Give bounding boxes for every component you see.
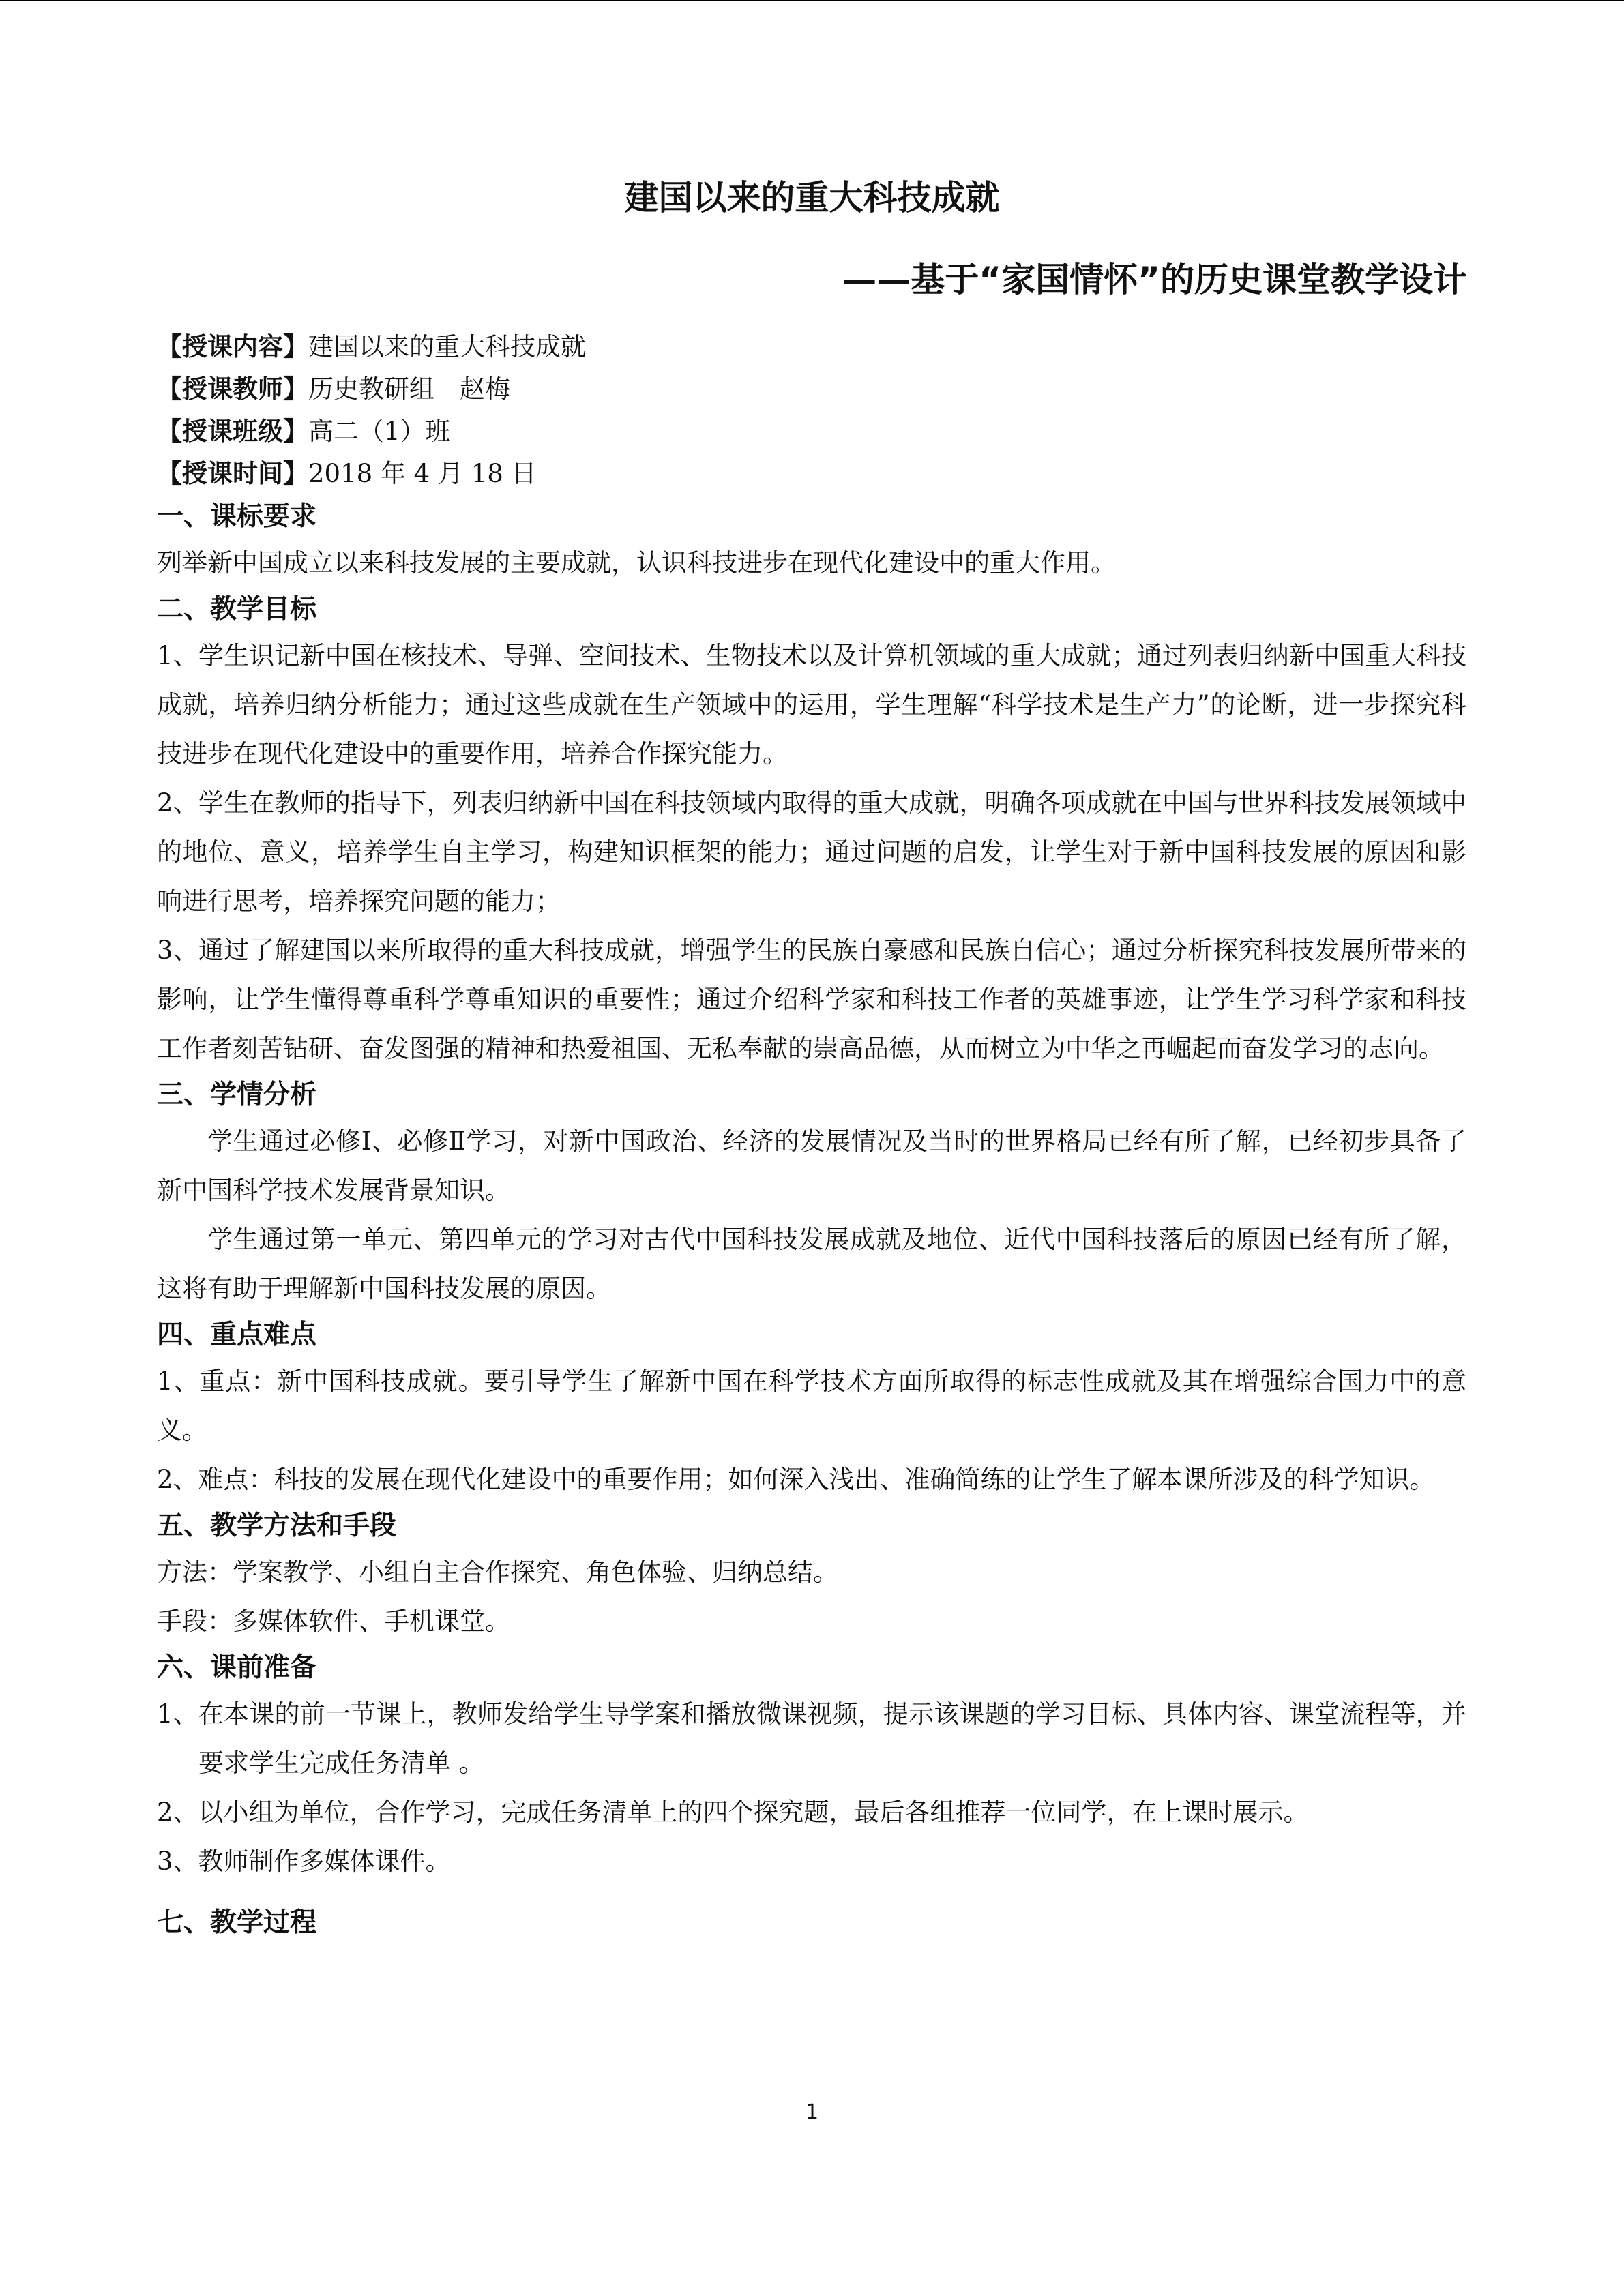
document-title: 建国以来的重大科技成就 — [624, 178, 1000, 218]
meta-course-content — [157, 326, 1466, 368]
objective-item: 3、通过了解建国以来所取得的重大科技成就，增强学生的民族自豪感和民族自信心；通过分析探究科技发展所带来的影响，让学生懂得尊重科学尊重知识的重要性；通过介绍科学家和科技工作者的英雄事迹，让学生学习科学家和科技工作者刻苦钻研、奋发图强的精神和热爱祖国、无私奉献的崇高品德，从而树立为中华之再崛起而奋发学习的志向。 — [157, 936, 1466, 1063]
meta-value: 历史教研组 赵梅 — [308, 374, 510, 404]
section-heading-methods: 五、教学方法和手段 — [157, 1510, 397, 1541]
section-heading-analysis: 三、学情分析 — [157, 1079, 317, 1110]
analysis-paragraph: 学生通过必修Ⅰ、必修Ⅱ学习，对新中国政治、经济的发展情况及当时的世界格局已经有所了解，已经初步具备了新中国科学技术发展背景知识。 — [157, 1127, 1466, 1205]
preparation-item: 2、以小组为单位，合作学习，完成任务清单上的四个探究题，最后各组推荐一位同学，在上课时展示。 — [157, 1798, 1309, 1827]
key-point-item: 2、难点：科技的发展在现代化建设中的重要作用；如何深入浅出、准确简练的让学生了解本课所涉及的科学知识。 — [157, 1465, 1435, 1494]
meta-class — [157, 411, 1466, 453]
section-heading-preparation: 六、课前准备 — [157, 1652, 317, 1683]
meta-key: 【授课内容】 — [157, 332, 308, 361]
page-number: 1 — [805, 2100, 819, 2124]
meta-value: 建国以来的重大科技成就 — [308, 332, 586, 361]
meta-key: 【授课班级】 — [157, 417, 308, 446]
means-text: 手段：多媒体软件、手机课堂。 — [157, 1607, 510, 1636]
top-border-line — [0, 0, 1624, 1]
meta-key: 【授课时间】 — [157, 459, 308, 488]
meta-time — [157, 453, 1466, 495]
methods-text: 方法：学案教学、小组自主合作探究、角色体验、归纳总结。 — [157, 1557, 838, 1587]
meta-key: 【授课教师】 — [157, 374, 308, 404]
section-heading-objectives: 二、教学目标 — [157, 594, 317, 625]
meta-value: 高二（1）班 — [308, 417, 451, 446]
analysis-paragraph: 学生通过第一单元、第四单元的学习对古代中国科技发展成就及地位、近代中国科技落后的原因已经有所了解，这将有助于理解新中国科技发展的原因。 — [157, 1225, 1466, 1303]
document-subtitle: ——基于“家国情怀”的历史课堂教学设计 — [842, 260, 1467, 299]
section-heading-curriculum: 一、课标要求 — [157, 501, 317, 532]
objective-item: 2、学生在教师的指导下，列表归纳新中国在科技领域内取得的重大成就，明确各项成就在中国与世界科技发展领域中的地位、意义，培养学生自主学习，构建知识框架的能力；通过问题的启发，让学生对于新中国科技发展的原因和影响进行思考，培养探究问题的能力； — [157, 788, 1466, 916]
section-heading-process: 七、教学过程 — [157, 1907, 317, 1938]
preparation-item: 1、在本课的前一节课上，教师发给学生导学案和播放微课视频，提示该课题的学习目标、具体内容、课堂流程等，并要求学生完成任务清单 。 — [157, 1699, 1466, 1778]
curriculum-text: 列举新中国成立以来科技发展的主要成就，认识科技进步在现代化建设中的重大作用。 — [157, 548, 1116, 578]
objective-item: 1、学生识记新中国在核技术、导弹、空间技术、生物技术以及计算机领域的重大成就；通过列表归纳新中国重大科技成就，培养归纳分析能力；通过这些成就在生产领域中的运用，学生理解“科学技术是生产力”的论断，进一步探究科技进步在现代化建设中的重要作用，培养合作探究能力。 — [157, 641, 1466, 769]
document-body — [157, 326, 1466, 1945]
meta-value: 2018 年 4 月 18 日 — [308, 459, 537, 488]
section-heading-key-points: 四、重点难点 — [157, 1320, 317, 1350]
preparation-item: 3、教师制作多媒体课件。 — [157, 1847, 451, 1876]
meta-teacher — [157, 368, 1466, 411]
key-point-item: 1、重点：新中国科技成就。要引导学生了解新中国在科学技术方面所取得的标志性成就及其在增强综合国力中的意义。 — [157, 1367, 1466, 1445]
